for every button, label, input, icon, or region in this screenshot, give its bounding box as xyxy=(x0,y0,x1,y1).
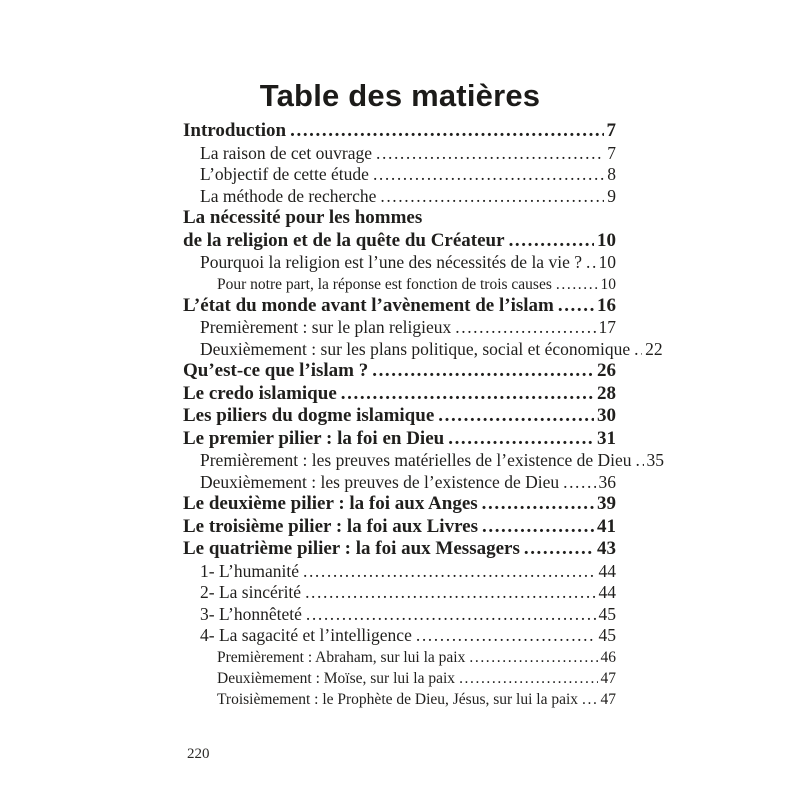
dot-leader xyxy=(448,428,594,451)
toc-entry-label: Le premier pilier : la foi en Dieu xyxy=(183,427,445,449)
toc-page-number: 39 xyxy=(597,493,616,514)
toc-entry xyxy=(183,604,616,626)
dot-leader xyxy=(373,164,604,186)
toc-page-number: 47 xyxy=(600,690,616,708)
toc-page-number: 31 xyxy=(597,427,616,449)
toc-page-number: 36 xyxy=(598,471,616,492)
toc-entry-label: Introduction xyxy=(183,120,287,141)
dot-leader xyxy=(438,405,594,428)
toc-page-number: 10 xyxy=(597,229,616,251)
toc-page-number: 45 xyxy=(598,603,616,624)
dot-leader xyxy=(556,274,598,295)
toc-page-number: 28 xyxy=(597,382,616,404)
toc-entry xyxy=(183,625,616,647)
dot-leader xyxy=(558,295,594,318)
dot-leader xyxy=(582,689,597,710)
toc-entry-label: Pour notre part, la réponse est fonction de trois causes xyxy=(217,275,552,293)
toc-entry-label: Premièrement : Abraham, sur lui la paix xyxy=(217,648,466,666)
dot-leader xyxy=(380,186,604,208)
toc-entry-label: 3- L’honnêteté xyxy=(200,603,302,624)
dot-leader xyxy=(524,538,594,561)
folio-page-number: 220 xyxy=(187,746,210,762)
toc-entry-label: Les piliers du dogme islamique xyxy=(183,405,435,426)
toc-page-number: 43 xyxy=(597,538,616,559)
toc-page-number: 8 xyxy=(607,164,616,184)
toc-entry xyxy=(183,647,616,668)
toc-page-number: 17 xyxy=(598,317,616,337)
toc-page-number: 7 xyxy=(606,120,616,141)
dot-leader xyxy=(469,647,597,668)
dot-leader xyxy=(306,604,596,626)
toc-page-number: 35 xyxy=(646,450,664,470)
toc-page-number: 16 xyxy=(597,294,616,316)
dot-leader xyxy=(482,516,594,539)
toc-entry xyxy=(183,582,616,604)
dot-leader xyxy=(341,383,594,406)
dot-leader xyxy=(416,625,596,647)
dot-leader xyxy=(586,252,596,274)
dot-leader xyxy=(563,472,595,494)
toc-entry xyxy=(183,668,616,689)
toc-entry-label: La nécessité pour les hommes xyxy=(183,207,423,228)
toc-entry-label: Deuxièmement : les preuves de l’existence de Dieu xyxy=(200,471,560,492)
toc-entry-label: Le troisième pilier : la foi aux Livres xyxy=(183,515,478,537)
toc-entry-label: L’objectif de cette étude xyxy=(200,164,369,184)
toc-entry-label: L’état du monde avant l’avènement de l’islam xyxy=(183,294,554,316)
toc-entry xyxy=(183,186,616,208)
toc-entry xyxy=(183,538,616,561)
toc-page-number: 9 xyxy=(607,185,616,206)
toc-entry xyxy=(183,689,616,710)
toc-entry xyxy=(183,450,664,472)
toc-entry xyxy=(183,164,616,186)
toc-entry-label: La méthode de recherche xyxy=(200,185,377,206)
dot-leader xyxy=(303,561,596,583)
toc-entry xyxy=(183,230,616,253)
toc-entry-label: 1- L’humanité xyxy=(200,560,299,581)
dot-leader xyxy=(376,143,604,165)
toc-page-number: 44 xyxy=(598,582,616,602)
toc-entry xyxy=(183,472,616,494)
toc-page-number: 46 xyxy=(600,648,616,666)
toc-page-number: 44 xyxy=(598,560,616,581)
toc-entry xyxy=(183,383,616,406)
toc-page-number: 7 xyxy=(607,142,616,163)
toc-page-number: 30 xyxy=(597,405,616,426)
toc-page-number: 26 xyxy=(597,360,616,381)
toc-entry-label: Deuxièmement : Moïse, sur lui la paix xyxy=(217,669,456,687)
toc-entry-label: Troisièmement : le Prophète de Dieu, Jésus, sur lui la paix xyxy=(217,690,579,708)
dot-leader xyxy=(372,360,594,383)
dot-leader xyxy=(636,450,644,472)
dot-leader xyxy=(290,120,603,143)
toc-entry-label: Pourquoi la religion est l’une des nécessités de la vie ? xyxy=(200,252,582,272)
toc-entry xyxy=(183,360,616,383)
toc-entry-label: Le deuxième pilier : la foi aux Anges xyxy=(183,493,478,514)
page-title: Table des matières xyxy=(259,77,541,113)
toc-entry xyxy=(183,561,616,583)
toc-page-number: 22 xyxy=(645,338,663,359)
toc-entry xyxy=(183,143,616,165)
toc-page-number: 47 xyxy=(600,669,616,687)
toc-entry xyxy=(183,405,616,428)
toc-page-number: 45 xyxy=(598,625,616,645)
toc-entry-label: 4- La sagacité et l’intelligence xyxy=(200,625,412,645)
toc-entry-label: Deuxièmement : sur les plans politique, social et économique xyxy=(200,338,631,359)
toc-entry-label: 2- La sincérité xyxy=(200,582,302,602)
toc-entry-label: Qu’est-ce que l’islam ? xyxy=(183,360,369,381)
toc-page-number: 10 xyxy=(600,275,616,293)
toc-entry-label: La raison de cet ouvrage xyxy=(200,142,373,163)
toc xyxy=(183,120,664,710)
toc-entry xyxy=(183,207,616,230)
toc-entry xyxy=(183,274,616,295)
toc-entry-label: Le credo islamique xyxy=(183,382,337,404)
dot-leader xyxy=(634,339,642,361)
dot-leader xyxy=(459,668,597,689)
toc-entry-label: Premièrement : sur le plan religieux xyxy=(200,317,452,337)
toc-entry-label: Le quatrième pilier : la foi aux Messagers xyxy=(183,538,520,559)
dot-leader xyxy=(509,230,594,253)
toc-entry xyxy=(183,317,616,339)
dot-leader xyxy=(482,493,594,516)
toc-page-number: 10 xyxy=(598,252,616,272)
toc-entry xyxy=(183,516,616,539)
dot-leader xyxy=(305,582,595,604)
toc-entry-label: de la religion et de la quête du Créateur xyxy=(183,229,505,251)
toc-page-number: 41 xyxy=(597,515,616,537)
dot-leader xyxy=(455,317,595,339)
toc-entry xyxy=(183,252,616,274)
toc-entry xyxy=(183,338,663,361)
toc-entry xyxy=(183,428,616,451)
toc-entry xyxy=(183,493,616,516)
toc-entry-label: Premièrement : les preuves matérielles de l’existence de Dieu xyxy=(200,450,632,470)
toc-entry xyxy=(183,295,616,318)
toc-entry xyxy=(183,120,616,143)
